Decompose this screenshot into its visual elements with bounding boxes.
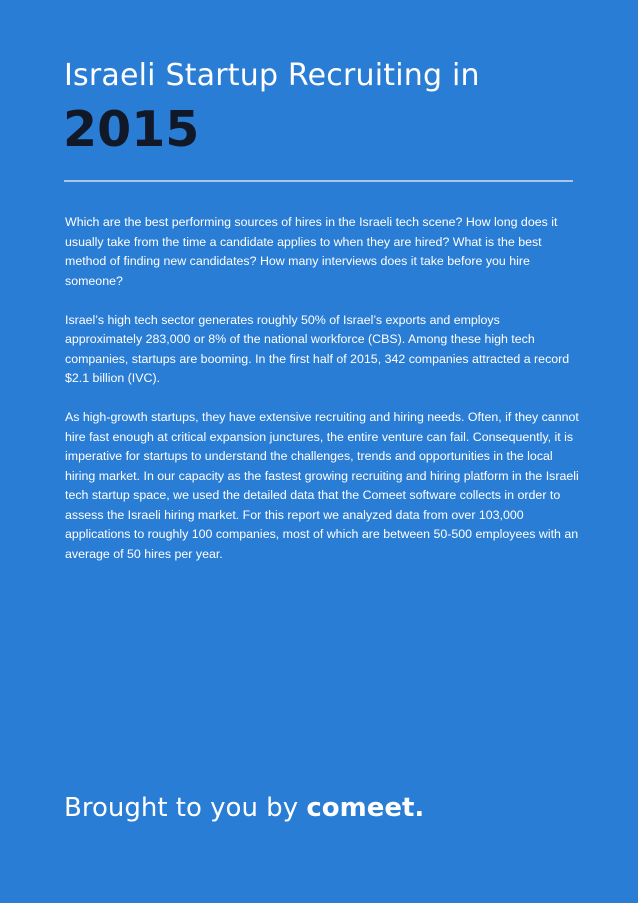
comeet-logo: comeet. (306, 793, 425, 823)
footer-prefix: Brought to you by (64, 793, 307, 823)
paragraph-hiring-needs: As high-growth startups, they have extensive recruiting and hiring needs. Often, if they cannot hire fast enough at critical expansion junctures, the entire venture can fail. Consequently, it is imperative for startups to understand the challenges, trends and opportunities in the local hiring market. In our capacity as the fastest growing recruiting and hiring platform in the Israeli tech startup space, we used the detailed data that the Comeet software collects in order to assess the Israeli hiring market. For this report we analyzed data from over 103,000 applications to roughly 100 companies, most of which are between 50-500 employees with an average of 50 hires per year. (65, 410, 579, 561)
paragraph-tech-sector: Israel’s high tech sector generates roughly 50% of Israel’s exports and employs approximately 283,000 or 8% of the national workforce (CBS). Among these high tech companies, startups are booming. In the first half of 2015, 342 companies attracted a record $2.1 billion (IVC). (65, 312, 570, 385)
paragraph-questions: Which are the best performing sources of hires in the Israeli tech scene? How long does it usually take from the time a candidate applies to when they are hired? What is the best method of finding new candidates? How many interviews does it take before you hire someone? (65, 215, 558, 288)
intro-text (65, 213, 580, 584)
title-line: Israeli Startup Recruiting in (64, 58, 480, 93)
title-year: 2015 (63, 101, 200, 158)
title-divider (64, 180, 573, 182)
brought-by-footer (64, 793, 424, 823)
